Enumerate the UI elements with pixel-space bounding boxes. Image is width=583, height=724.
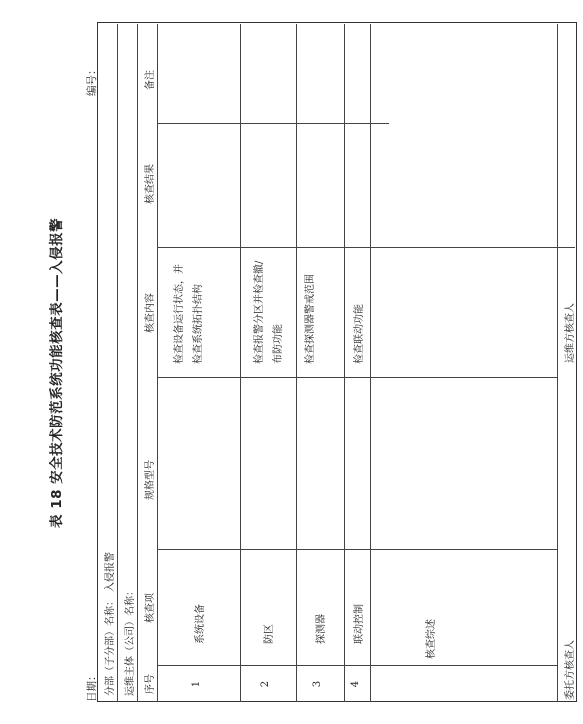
row-2-item: 防区 — [264, 624, 275, 644]
row-line — [137, 24, 138, 702]
row-1-item: 系统设备 — [195, 604, 206, 644]
summary-label: 核查综述 — [426, 619, 437, 659]
row-4-no: 4 — [350, 680, 361, 688]
subproject-value: 入侵报警 — [105, 552, 116, 592]
operator-checker-label: 运维方核查人 — [565, 303, 576, 363]
row-line — [117, 24, 118, 702]
row-1-content: 检查设备运行状态，并检查系统拓扑结构 — [174, 264, 204, 364]
col-line — [157, 123, 389, 124]
row-line — [157, 24, 158, 702]
row-4-content: 检查联动功能 — [354, 304, 365, 364]
header-model: 规格型号 — [145, 460, 156, 500]
operator-label: 运维主体（公司）名称： — [125, 586, 136, 696]
row-line — [344, 24, 345, 702]
document-title: 表 18 安全技术防范系统功能核查表——入侵报警 — [49, 217, 65, 528]
table-frame — [97, 22, 577, 702]
row-3-content: 检查探测器警戒范围 — [305, 274, 316, 364]
date-label: 日期： — [86, 670, 98, 702]
row-3-item: 探测器 — [316, 614, 327, 644]
header-remark: 备注 — [145, 70, 156, 90]
header-content: 核查内容 — [145, 293, 156, 333]
row-line — [370, 24, 371, 702]
row-2-content: 检查报警分区并检查撤/布防功能 — [254, 260, 284, 364]
row-line — [296, 24, 297, 702]
row-line — [240, 24, 241, 702]
col-line — [157, 377, 557, 378]
subproject-label: 分部（子分部）名称： — [105, 596, 116, 696]
header-result: 核查结果 — [145, 164, 156, 204]
code-label: 编号： — [86, 64, 98, 96]
col-line — [157, 247, 575, 248]
col-line — [157, 549, 557, 550]
client-checker-label: 委托方核查人 — [565, 640, 576, 700]
row-3-no: 3 — [312, 680, 323, 688]
row-2-no: 2 — [260, 680, 271, 688]
row-line — [557, 24, 558, 702]
header-item: 核查项 — [145, 593, 156, 623]
header-no: 序号 — [145, 674, 156, 694]
row-1-no: 1 — [191, 680, 202, 688]
row-4-item: 联动控制 — [354, 604, 365, 644]
